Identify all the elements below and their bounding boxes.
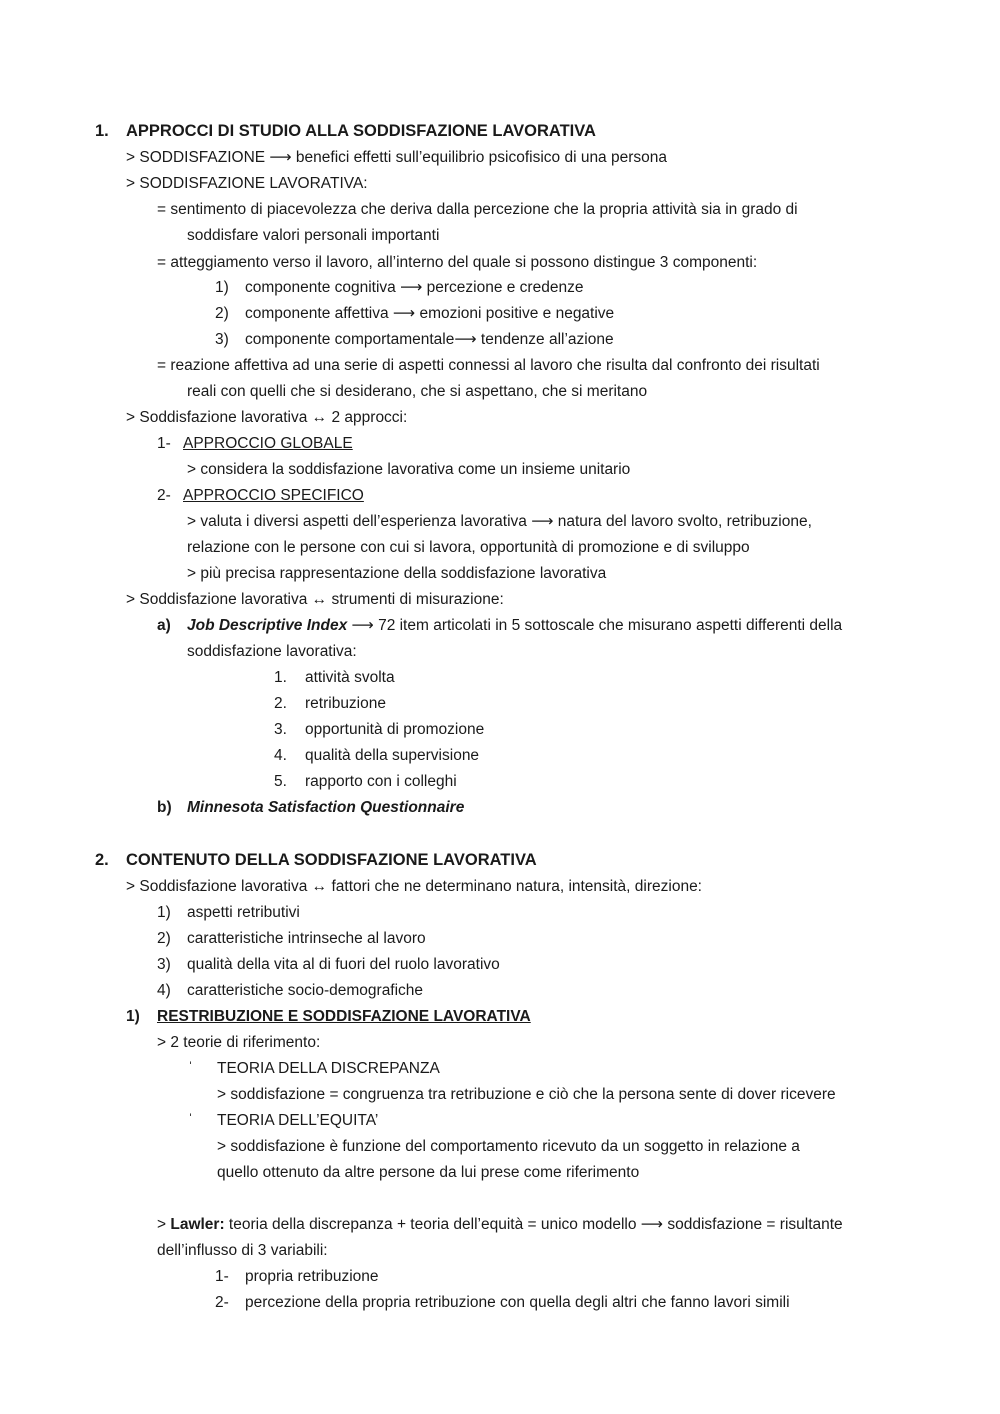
minnesota-questionnaire-title: Minnesota Satisfaction Questionnaire (187, 799, 465, 816)
component-1-number: 1) (215, 279, 229, 296)
section-2-title: CONTENUTO DELLA SODDISFAZIONE LAVORATIVA (126, 851, 537, 869)
item-a-label: a) (157, 617, 171, 634)
variable-1-number: 1- (215, 1268, 229, 1285)
component-3-text: componente comportamentale⟶ tendenze all’azione (245, 331, 614, 348)
lawler-name: Lawler: (170, 1216, 225, 1233)
definition-3-line-1: = reazione affettiva ad una serie di aspetti connessi al lavoro che risulta dal confronto dei risultati (157, 357, 820, 374)
soddisfazione-line: > SODDISFAZIONE ⟶ benefici effetti sull’equilibrio psicofisico di una persona (126, 149, 668, 166)
approccio-specifico-line-3: > più precisa rappresentazione della soddisfazione lavorativa (187, 565, 607, 582)
lawler-prefix: > (157, 1216, 171, 1233)
definition-2: = atteggiamento verso il lavoro, all’interno del quale si possono distingue 3 componenti: (157, 254, 758, 271)
approccio-specifico-line-2: relazione con le persone con cui si lavora, opportunità di promozione e di sviluppo (187, 539, 750, 556)
approccio-specifico-heading: APPROCCIO SPECIFICO (183, 487, 364, 504)
scale-2-text: retribuzione (305, 695, 386, 712)
component-1-text: componente cognitiva ⟶ percezione e credenze (245, 279, 584, 296)
variable-2-text: percezione della propria retribuzione con quella degli altri che fanno lavori simili (245, 1294, 790, 1311)
approccio-1-number: 1- (157, 435, 171, 452)
teorie-line: > 2 teorie di riferimento: (157, 1034, 321, 1051)
scale-4-text: qualità della supervisione (305, 747, 480, 764)
lawler-line-2: dell’influsso di 3 variabili: (157, 1242, 328, 1259)
lawler-line (157, 1215, 843, 1235)
variable-2-number: 2- (215, 1294, 229, 1311)
section-1-number: 1. (95, 122, 109, 140)
soddisfazione-lavorativa-line: > SODDISFAZIONE LAVORATIVA: (126, 175, 368, 192)
teoria-equita-heading: TEORIA DELL’EQUITA’ (217, 1112, 379, 1129)
factor-2-text: caratteristiche intrinseche al lavoro (187, 930, 426, 947)
factor-1-text: aspetti retributivi (187, 904, 300, 921)
section-2-number: 2. (95, 851, 109, 869)
subsection-number: 1) (126, 1008, 140, 1025)
component-2-text: componente affettiva ⟶ emozioni positive e negative (245, 305, 615, 322)
teoria-discrepanza-description: > soddisfazione = congruenza tra retribuzione e ciò che la persona sente di dover ricevere (217, 1086, 836, 1103)
definition-3-line-2: reali con quelli che si desiderano, che si aspettano, che si meritano (187, 383, 648, 400)
job-descriptive-index-line-2: soddisfazione lavorativa: (187, 643, 357, 660)
scale-1-text: attività svolta (305, 669, 395, 686)
strumenti-line: > Soddisfazione lavorativa ↔ strumenti di misurazione: (126, 591, 504, 608)
fattori-line: > Soddisfazione lavorativa ↔ fattori che ne determinano natura, intensità, direzione: (126, 878, 702, 895)
definition-1-line-2: soddisfare valori personali importanti (187, 227, 440, 244)
factor-3-text: qualità della vita al di fuori del ruolo lavorativo (187, 956, 500, 973)
section-1-title: APPROCCI DI STUDIO ALLA SODDISFAZIONE LAVORATIVA (126, 122, 596, 140)
component-3-number: 3) (215, 331, 229, 348)
item-b-label: b) (157, 799, 172, 816)
approccio-2-number: 2- (157, 487, 171, 504)
subsection-title: RESTRIBUZIONE E SODDISFAZIONE LAVORATIVA (157, 1008, 531, 1025)
scale-5-number: 5. (274, 773, 287, 790)
bullet-1-icon: ˈ (188, 1060, 194, 1077)
teoria-equita-line-2: quello ottenuto da altre persone da lui prese come riferimento (217, 1164, 640, 1181)
scale-2-number: 2. (274, 695, 287, 712)
factor-4-number: 4) (157, 982, 171, 999)
scale-5-text: rapporto con i colleghi (305, 773, 457, 790)
approccio-globale-heading: APPROCCIO GLOBALE (183, 435, 353, 452)
factor-4-text: caratteristiche socio-demografiche (187, 982, 424, 999)
job-descriptive-index-line (187, 616, 842, 636)
bullet-2-icon: ˈ (188, 1112, 194, 1129)
approccio-globale-description: > considera la soddisfazione lavorativa come un insieme unitario (187, 461, 631, 478)
teoria-equita-line-1: > soddisfazione è funzione del comportamento ricevuto da un soggetto in relazione a (217, 1138, 800, 1155)
factor-2-number: 2) (157, 930, 171, 947)
teoria-discrepanza-heading: TEORIA DELLA DISCREPANZA (217, 1060, 440, 1077)
approcci-line: > Soddisfazione lavorativa ↔ 2 approcci: (126, 409, 408, 426)
definition-1-line-1: = sentimento di piacevolezza che deriva dalla percezione che la propria attività sia in grado di (157, 201, 798, 218)
scale-1-number: 1. (274, 669, 287, 686)
job-descriptive-index-title: Job Descriptive Index (187, 617, 348, 634)
lawler-text: teoria della discrepanza + teoria dell’equità = unico modello ⟶ soddisfazione = risultante (224, 1216, 843, 1233)
scale-3-number: 3. (274, 721, 287, 738)
scale-3-text: opportunità di promozione (305, 721, 485, 738)
approccio-specifico-line-1: > valuta i diversi aspetti dell’esperienza lavorativa ⟶ natura del lavoro svolto, retribuzione, (187, 513, 812, 530)
variable-1-text: propria retribuzione (245, 1268, 379, 1285)
component-2-number: 2) (215, 305, 229, 322)
factor-3-number: 3) (157, 956, 171, 973)
factor-1-number: 1) (157, 904, 171, 921)
scale-4-number: 4. (274, 747, 287, 764)
job-descriptive-index-description: ⟶ 72 item articolati in 5 sottoscale che misurano aspetti differenti della (347, 617, 843, 634)
